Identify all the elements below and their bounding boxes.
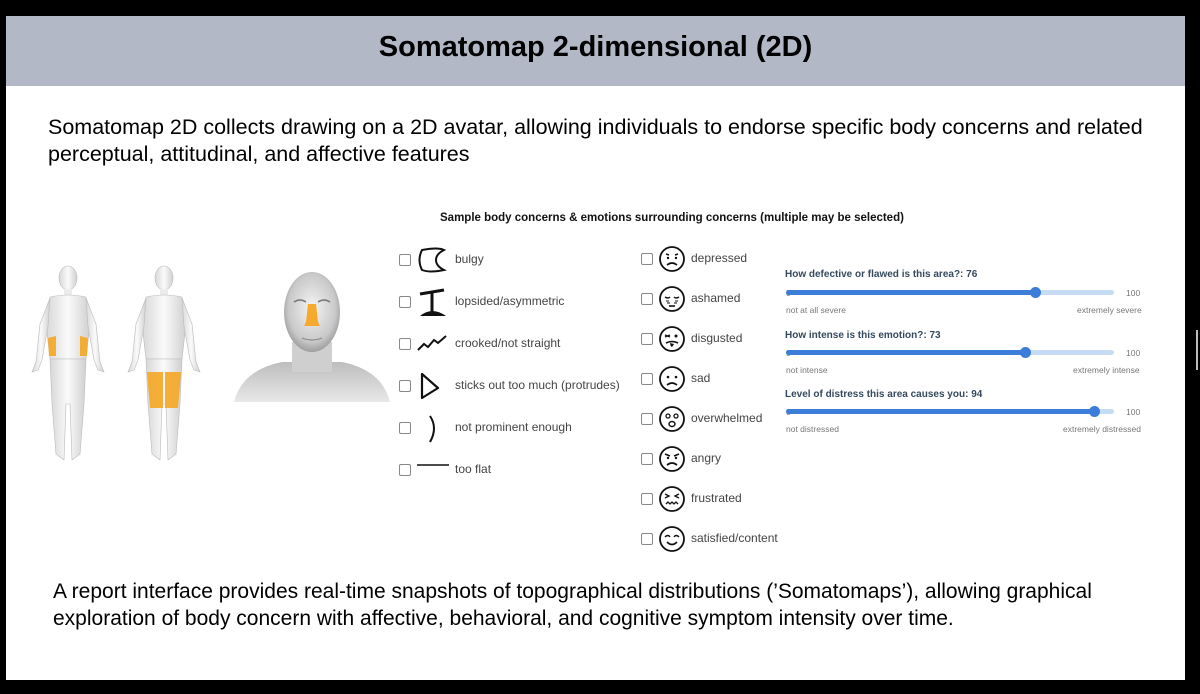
sad-face-icon — [658, 365, 686, 393]
checkbox-sad[interactable] — [641, 373, 653, 385]
slider-title-defective: How defective or flawed is this area?: 76 — [785, 269, 978, 280]
checkbox-overwhelmed[interactable] — [641, 413, 653, 425]
curve-icon — [426, 414, 440, 444]
checkbox-bulgy[interactable] — [399, 254, 411, 266]
overwhelmed-face-icon — [658, 405, 686, 433]
slider-distress[interactable] — [786, 409, 1114, 414]
intro-text: Somatomap 2D collects drawing on a 2D avatar, allowing individuals to endorse specific body concerns and related perceptual, attitudinal, and affective features — [48, 115, 1143, 166]
slider-fill-intensity — [786, 350, 1025, 355]
face-avatar[interactable] — [234, 266, 390, 402]
content-face-icon — [658, 525, 686, 553]
slider-max-defective: 100 — [1126, 288, 1141, 298]
checkbox-satisfied[interactable] — [641, 533, 653, 545]
slider-max-distress: 100 — [1126, 407, 1141, 417]
concern-label-not-prominent: not prominent enough — [455, 420, 572, 434]
checkbox-protrudes[interactable] — [399, 380, 411, 392]
title-bar — [6, 16, 1185, 86]
checkbox-not-prominent[interactable] — [399, 422, 411, 434]
disgusted-face-icon — [658, 325, 686, 353]
footer-text: A report interface provides real-time snapshots of topographical distributions (’Somatomaps’), allowing graphical exploration of body concern with affective, behavioral, and cognitive symptom intensity over time. — [53, 580, 1092, 630]
protrude-icon — [418, 372, 442, 400]
concern-label-crooked: crooked/not straight — [455, 336, 561, 350]
slider-thumb-defective[interactable] — [1030, 287, 1041, 298]
slide — [6, 16, 1185, 680]
frustrated-face-icon — [658, 485, 686, 513]
concern-label-lopsided: lopsided/asymmetric — [455, 294, 565, 308]
slider-intensity[interactable] — [786, 350, 1114, 355]
slider-title-distress: Level of distress this area causes you: 94 — [785, 389, 983, 400]
slider-fill-distress — [786, 409, 1094, 414]
back-body-avatar[interactable] — [124, 264, 204, 466]
checkbox-frustrated[interactable] — [641, 493, 653, 505]
lopsided-icon — [414, 288, 448, 318]
figure-heading: Sample body concerns & emotions surrounding concerns (multiple may be selected) — [440, 212, 904, 224]
concern-label-too-flat: too flat — [455, 462, 492, 476]
slider-max-intensity: 100 — [1126, 348, 1141, 358]
angry-face-icon — [658, 445, 686, 473]
emotion-label-angry: angry — [691, 451, 722, 465]
concern-label-bulgy: bulgy — [455, 252, 484, 266]
slider-title-intensity: How intense is this emotion?: 73 — [785, 330, 941, 341]
flat-line-icon — [416, 460, 450, 470]
emotion-label-satisfied: satisfied/content — [691, 531, 778, 545]
checkbox-too-flat[interactable] — [399, 464, 411, 476]
checkbox-ashamed[interactable] — [641, 293, 653, 305]
slider-high-defective: extremely severe — [1077, 305, 1142, 315]
emotion-label-depressed: depressed — [691, 251, 748, 265]
emotion-label-frustrated: frustrated — [691, 491, 742, 505]
checkbox-disgusted[interactable] — [641, 333, 653, 345]
bulge-icon — [414, 246, 448, 274]
slider-thumb-distress[interactable] — [1089, 406, 1100, 417]
ashamed-face-icon — [658, 285, 686, 313]
checkbox-lopsided[interactable] — [399, 296, 411, 308]
slide-title: Somatomap 2-dimensional (2D) — [378, 31, 813, 63]
concern-label-protrudes: sticks out too much (protrudes) — [455, 378, 620, 392]
checkbox-depressed[interactable] — [641, 253, 653, 265]
emotion-label-sad: sad — [691, 371, 711, 385]
slider-fill-defective — [786, 290, 1035, 295]
slider-low-defective: not at all severe — [786, 305, 847, 315]
emotion-label-ashamed: ashamed — [691, 291, 741, 305]
emotion-label-overwhelmed: overwhelmed — [691, 411, 763, 425]
checkbox-crooked[interactable] — [399, 338, 411, 350]
crooked-line-icon — [416, 334, 448, 354]
slider-high-intensity: extremely intense — [1073, 365, 1140, 375]
emotion-label-disgusted: disgusted — [691, 331, 743, 345]
slider-thumb-intensity[interactable] — [1020, 347, 1031, 358]
slider-low-intensity: not intense — [786, 365, 828, 375]
slider-defective[interactable] — [786, 290, 1114, 295]
slider-low-distress: not distressed — [786, 424, 839, 434]
checkbox-angry[interactable] — [641, 453, 653, 465]
slider-high-distress: extremely distressed — [1063, 424, 1141, 434]
window-edge-divider — [1196, 330, 1198, 370]
front-body-avatar[interactable] — [28, 264, 108, 466]
depressed-face-icon — [658, 245, 686, 273]
